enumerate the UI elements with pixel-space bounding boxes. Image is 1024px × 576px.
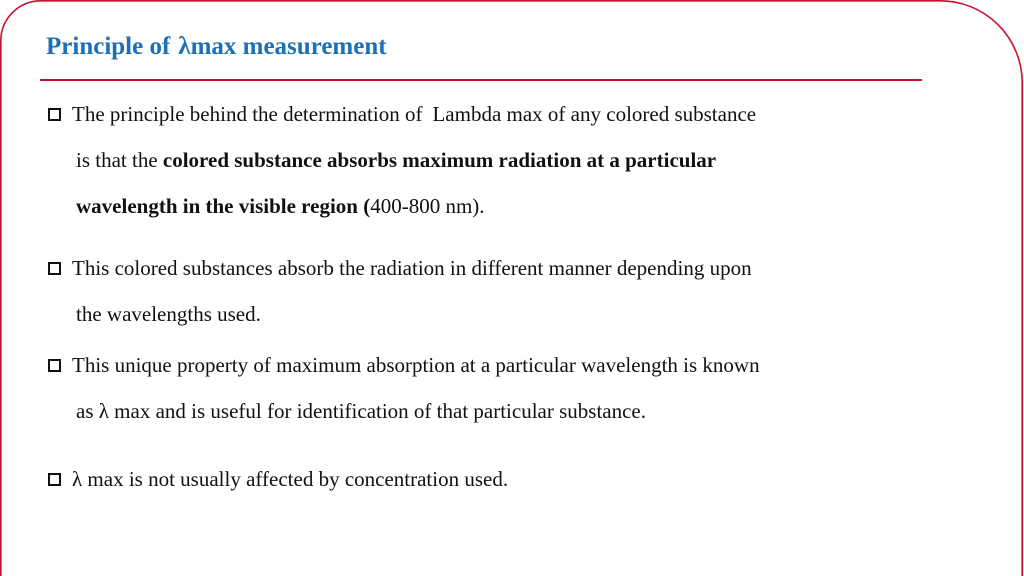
title-underline <box>40 79 922 81</box>
bullet-line <box>48 342 928 388</box>
title-lambda-symbol: λ <box>178 33 191 60</box>
bullet-principle <box>48 91 928 229</box>
bullet-unique-property <box>48 342 928 434</box>
bullet-line <box>48 137 928 183</box>
checkbox-icon <box>48 108 61 121</box>
bullet-text: This colored substances absorb the radiation in different manner depending upon <box>72 256 752 280</box>
checkbox-icon <box>48 359 61 372</box>
bullet-line <box>48 456 928 502</box>
bullet-bold-text: wavelength in the visible region ( <box>76 194 371 218</box>
checkbox-icon <box>48 473 61 486</box>
slide-title <box>46 30 387 64</box>
title-rest: max measurement <box>190 33 387 60</box>
bullet-line <box>48 291 928 337</box>
bullet-text: as λ max and is useful for identification of that particular substance. <box>76 399 647 423</box>
bullet-line <box>48 388 928 434</box>
checkbox-icon <box>48 262 61 275</box>
bullet-line <box>48 245 928 291</box>
bullet-text: The principle behind the determination of <box>72 102 423 126</box>
bullet-text: This unique property of maximum absorption at a particular wavelength is known <box>72 353 760 377</box>
bullet-text: is that the <box>76 148 158 172</box>
bullet-text: λ max is not usually affected by concentration used. <box>72 467 509 491</box>
bullet-concentration <box>48 456 928 502</box>
bullet-text: 400-800 nm). <box>370 194 485 218</box>
bullet-line <box>48 183 928 229</box>
bullet-text: the wavelengths used. <box>76 302 261 326</box>
bullet-bold-text: colored substance absorbs maximum radiation at a particular <box>162 148 717 172</box>
title-prefix: Principle of <box>46 33 171 60</box>
bullet-text: Lambda max of any colored substance <box>432 102 757 126</box>
bullet-line <box>48 91 928 137</box>
bullet-absorption-manner <box>48 245 928 337</box>
